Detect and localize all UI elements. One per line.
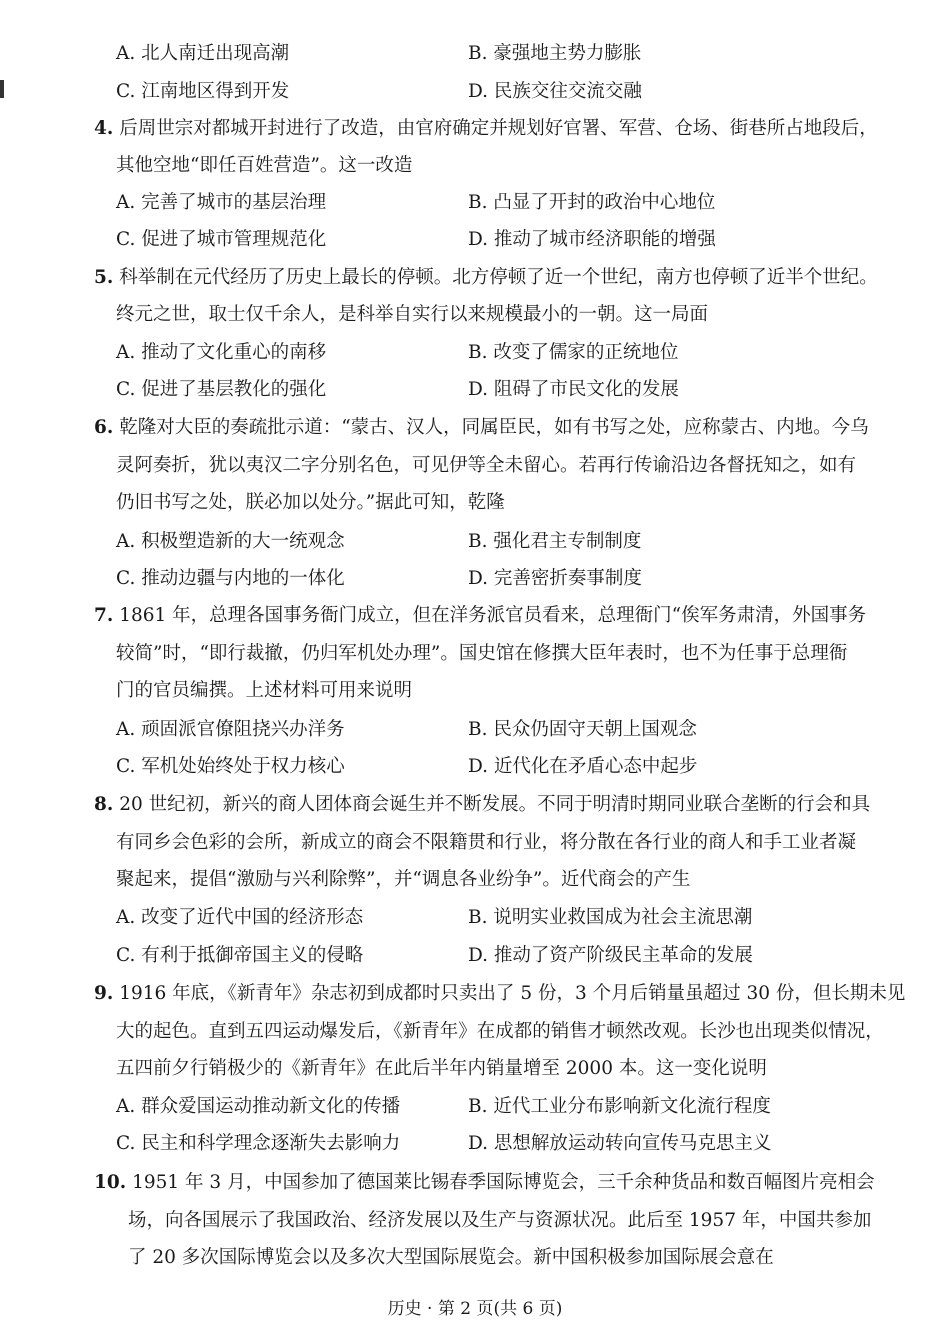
- question-stem-line: 场，向各国展示了我国政治、经济发展以及生产与资源状况。此后至 1957 年，中国共参加: [128, 1210, 872, 1231]
- question-stem-line: 后周世宗对都城开封进行了改造，由官府确定并规划好官署、军营、仓场、街巷所占地段后，: [119, 118, 878, 139]
- question-6: [94, 416, 869, 440]
- question-stem-line: 五四前夕行销极少的《新青年》在此后半年内销量增至 2000 本。这一变化说明: [116, 1058, 767, 1079]
- question-number: 4.: [94, 118, 114, 139]
- question-10: [94, 1171, 875, 1195]
- q5-option-c: C. 促进了基层教化的强化: [116, 379, 327, 400]
- question-stem-line: 灵阿奏折，犹以夷汉二字分别名色，可见伊等全未留心。若再行传谕沿边各督抚知之，如有: [116, 455, 857, 476]
- q4-option-a: A. 完善了城市的基层治理: [116, 192, 327, 213]
- question-number: 10.: [94, 1172, 127, 1193]
- question-stem-line: 较简”时，“即行裁撤，仍归军机处办理”。国史馆在修撰大臣年表时，也不为任事于总理衙: [116, 643, 848, 664]
- q9-option-b: B. 近代工业分布影响新文化流行程度: [468, 1096, 771, 1117]
- question-number: 9.: [94, 983, 114, 1004]
- q4-option-c: C. 促进了城市管理规范化: [116, 229, 327, 250]
- q8-option-d: D. 推动了资产阶级民主革命的发展: [468, 945, 753, 966]
- question-stem-line: 了 20 多次国际博览会以及多次大型国际展览会。新中国积极参加国际展会意在: [128, 1247, 774, 1268]
- question-4: [94, 117, 878, 141]
- page-footer: 历史 · 第 2 页(共 6 页): [387, 1299, 563, 1319]
- q3-option-d: D. 民族交往交流交融: [468, 81, 642, 102]
- q5-option-d: D. 阻碍了市民文化的发展: [468, 379, 679, 400]
- q5-option-b: B. 改变了儒家的正统地位: [468, 342, 679, 363]
- q7-option-d: D. 近代化在矛盾心态中起步: [468, 756, 698, 777]
- q9-option-a: A. 群众爱国运动推动新文化的传播: [116, 1096, 401, 1117]
- question-stem-line: 科举制在元代经历了历史上最长的停顿。北方停顿了近一个世纪，南方也停顿了近半个世纪。: [119, 267, 878, 288]
- q8-option-c: C. 有利于抵御帝国主义的侵略: [116, 945, 364, 966]
- q8-option-b: B. 说明实业救国成为社会主流思潮: [468, 907, 753, 928]
- question-number: 6.: [94, 417, 114, 438]
- q4-option-b: B. 凸显了开封的政治中心地位: [468, 192, 716, 213]
- q9-option-c: C. 民主和科学理念逐渐失去影响力: [116, 1133, 401, 1154]
- question-stem-line: 门的官员编撰。上述材料可用来说明: [116, 680, 413, 701]
- binding-edge-mark: [0, 80, 4, 98]
- q7-option-c: C. 军机处始终处于权力核心: [116, 756, 345, 777]
- question-stem-line: 聚起来，提倡“激励与兴利除弊”，并“调息各业纷争”。近代商会的产生: [116, 869, 691, 890]
- question-7: [94, 604, 866, 628]
- question-stem-line: 1861 年，总理各国事务衙门成立，但在洋务派官员看来，总理衙门“俟军务肃清，外国事务: [119, 605, 867, 626]
- q5-option-a: A. 推动了文化重心的南移: [116, 342, 327, 363]
- q3-option-c: C. 江南地区得到开发: [116, 81, 290, 102]
- question-number: 7.: [94, 605, 114, 626]
- question-stem-line: 乾隆对大臣的奏疏批示道：“蒙古、汉人，同属臣民，如有书写之处，应称蒙古、内地。今乌: [119, 417, 869, 438]
- q9-option-d: D. 思想解放运动转向宣传马克思主义: [468, 1133, 772, 1154]
- q3-option-b: B. 豪强地主势力膨胀: [468, 43, 642, 64]
- question-stem-line: 有同乡会色彩的会所，新成立的商会不限籍贯和行业，将分散在各行业的商人和手工业者凝: [116, 832, 857, 853]
- question-number: 5.: [94, 267, 114, 288]
- question-5: [94, 266, 878, 290]
- q6-option-c: C. 推动边疆与内地的一体化: [116, 568, 345, 589]
- question-stem-line: 大的起色。直到五四运动爆发后，《新青年》在成都的销售才顿然改观。长沙也出现类似情况，: [116, 1021, 884, 1042]
- question-stem-line: 1951 年 3 月，中国参加了德国莱比锡春季国际博览会，三千余种货品和数百幅图片亮相会: [132, 1172, 875, 1193]
- question-stem-line: 其他空地“即任百姓营造”。这一改造: [116, 155, 413, 176]
- q6-option-a: A. 积极塑造新的大一统观念: [116, 531, 345, 552]
- q4-option-d: D. 推动了城市经济职能的增强: [468, 229, 716, 250]
- question-8: [94, 793, 870, 817]
- q7-option-b: B. 民众仍固守天朝上国观念: [468, 719, 697, 740]
- question-9: [94, 982, 905, 1006]
- question-stem-line: 终元之世，取士仅千余人，是科举自实行以来规模最小的一朝。这一局面: [116, 304, 709, 325]
- question-stem-line: 20 世纪初，新兴的商人团体商会诞生并不断发展。不同于明清时期同业联合垄断的行会和具: [119, 794, 871, 815]
- q7-option-a: A. 顽固派官僚阻挠兴办洋务: [116, 719, 345, 740]
- q6-option-d: D. 完善密折奏事制度: [468, 568, 642, 589]
- question-stem-line: 1916 年底，《新青年》杂志初到成都时只卖出了 5 份，3 个月后销量虽超过 30 份，但长期未见: [119, 983, 906, 1004]
- q6-option-b: B. 强化君主专制制度: [468, 531, 642, 552]
- question-stem-line: 仍旧书写之处，朕必加以处分。”据此可知，乾隆: [116, 492, 505, 513]
- q8-option-a: A. 改变了近代中国的经济形态: [116, 907, 364, 928]
- question-number: 8.: [94, 794, 114, 815]
- q3-option-a: A. 北人南迁出现高潮: [116, 43, 290, 64]
